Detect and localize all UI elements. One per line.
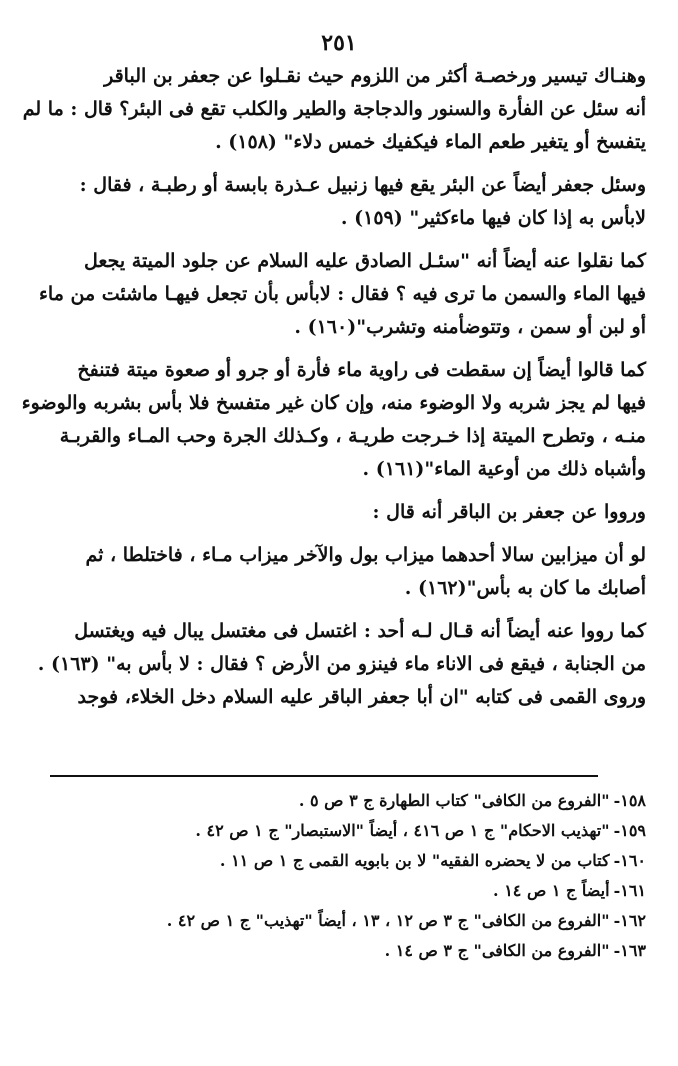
- text-line: أو لبن أو سمن ، وتتوضأمنه وتشرب"(١٦٠) .: [294, 316, 646, 338]
- footnote: [220, 936, 646, 966]
- text-line: لو أن ميزابين سالا أحدهما ميزاب بول والآخر ميزاب مـاء ، فاختلطا ، ثم: [85, 544, 646, 566]
- footnote-text: "الفروع من الكافى" ج ٣ ص ١٢ ، ١٣ ، أيضاً "تهذيب" ج ١ ص ٤٢ .: [166, 911, 610, 930]
- footnote-number: ١٦١-: [613, 881, 646, 900]
- text-line: كما رووا عنه أيضاً أنه قـال لـه أحد : اغتسل فى مغتسل يبال فيه ويغتسل: [74, 620, 646, 642]
- body-text: [21, 60, 646, 714]
- footnote-number: ١٦٠-: [613, 851, 646, 870]
- footnotes: [166, 786, 646, 966]
- text-line: يتفسخ أو يتغير طعم الماء فيكفيك خمس دلاء" (١٥٨) .: [215, 131, 646, 153]
- text-line: منـه ، وتطرح الميتة إذا خـرجت طريـة ، وكـذلك الجرة وحب المـاء والقربـة: [59, 425, 646, 447]
- footnote-text: "الفروع من الكافى" كتاب الطهارة ج ٣ ص ٥ .: [298, 791, 610, 810]
- text-line: وهنـاك تيسير ورخصـة أكثر من اللزوم حيث نقـلوا عن جعفر بن الباقر: [104, 65, 646, 87]
- footnote: [166, 906, 646, 936]
- footnote-text: "الفروع من الكافى" ج ٣ ص ١٤ .: [384, 941, 610, 960]
- text-line: كما قالوا أيضاً إن سقطت فى راوية ماء فأرة أو جرو أو صعوة ميتة فتنفخ: [77, 359, 646, 381]
- footnote-text: كتاب من لا يحضره الفقيه" لا بن بابويه القمى ج ١ ص ١١ .: [219, 851, 610, 870]
- text-line: وروى القمى فى كتابه "ان أبا جعفر الباقر عليه السلام دخل الخلاء، فوجد: [77, 686, 646, 708]
- footnote-number: ١٦٢-: [613, 911, 646, 930]
- text-line: فيها الماء والسمن ما ترى فيه ؟ فقال : لابأس بأن تجعل فيهـا ماشئت من ماء: [39, 283, 646, 305]
- paragraph-6: [52, 539, 646, 605]
- paragraph-3: [39, 245, 646, 344]
- paragraph-7: [37, 615, 646, 714]
- text-line: أنه سئل عن الفأرة والسنور والدجاجة والطير والكلب تقع فى البئر؟ قال : ما لم: [22, 98, 646, 120]
- footnote-text: "تهذيب الاحكام" ج ١ ص ٤١٦ ، أيضاً "الاستبصار" ج ١ ص ٤٢ .: [195, 821, 610, 840]
- footnote: [220, 846, 646, 876]
- footnote: [220, 876, 646, 906]
- text-line: أصابك ما كان به بأس"(١٦٢) .: [404, 577, 646, 599]
- footnote-number: ١٥٨-: [613, 791, 646, 810]
- text-line: كما نقلوا عنه أيضاً أنه "سئـل الصادق عليه السلام عن جلود الميتة يجعل: [84, 250, 646, 272]
- page-number: ٢٥١: [321, 30, 357, 56]
- footnote-number: ١٥٩-: [613, 821, 646, 840]
- text-line: وسئل جعفر أيضاً عن البئر يقع فيها زنبيل عـذرة بابسة أو رطبـة ، فقال :: [79, 174, 646, 196]
- text-line: فيها لم يجز شربه ولا الوضوء منه، وإن كان غير متفسخ فلا بأس بشربه والوضوء: [21, 392, 646, 414]
- footnote-divider: [50, 775, 598, 777]
- text-line: لابأس به إذا كان فيها ماءكثير" (١٥٩) .: [340, 207, 646, 229]
- paragraph-1: [22, 60, 646, 159]
- text-line: وأشباه ذلك من أوعية الماء"(١٦١) .: [362, 458, 646, 480]
- footnote-text: أيضاً ج ١ ص ١٤ .: [493, 881, 610, 900]
- paragraph-4: [21, 354, 646, 486]
- footnote: [220, 786, 646, 816]
- paragraph-5: [52, 496, 646, 529]
- text-line: ورووا عن جعفر بن الباقر أنه قال :: [372, 501, 646, 523]
- footnote-number: ١٦٣-: [613, 941, 646, 960]
- footnote: [195, 816, 646, 846]
- paragraph-2: [52, 169, 646, 235]
- text-line: من الجنابة ، فيقع فى الاناء ماء فينزو من الأرض ؟ فقال : لا بأس به" (١٦٣) .: [37, 653, 646, 675]
